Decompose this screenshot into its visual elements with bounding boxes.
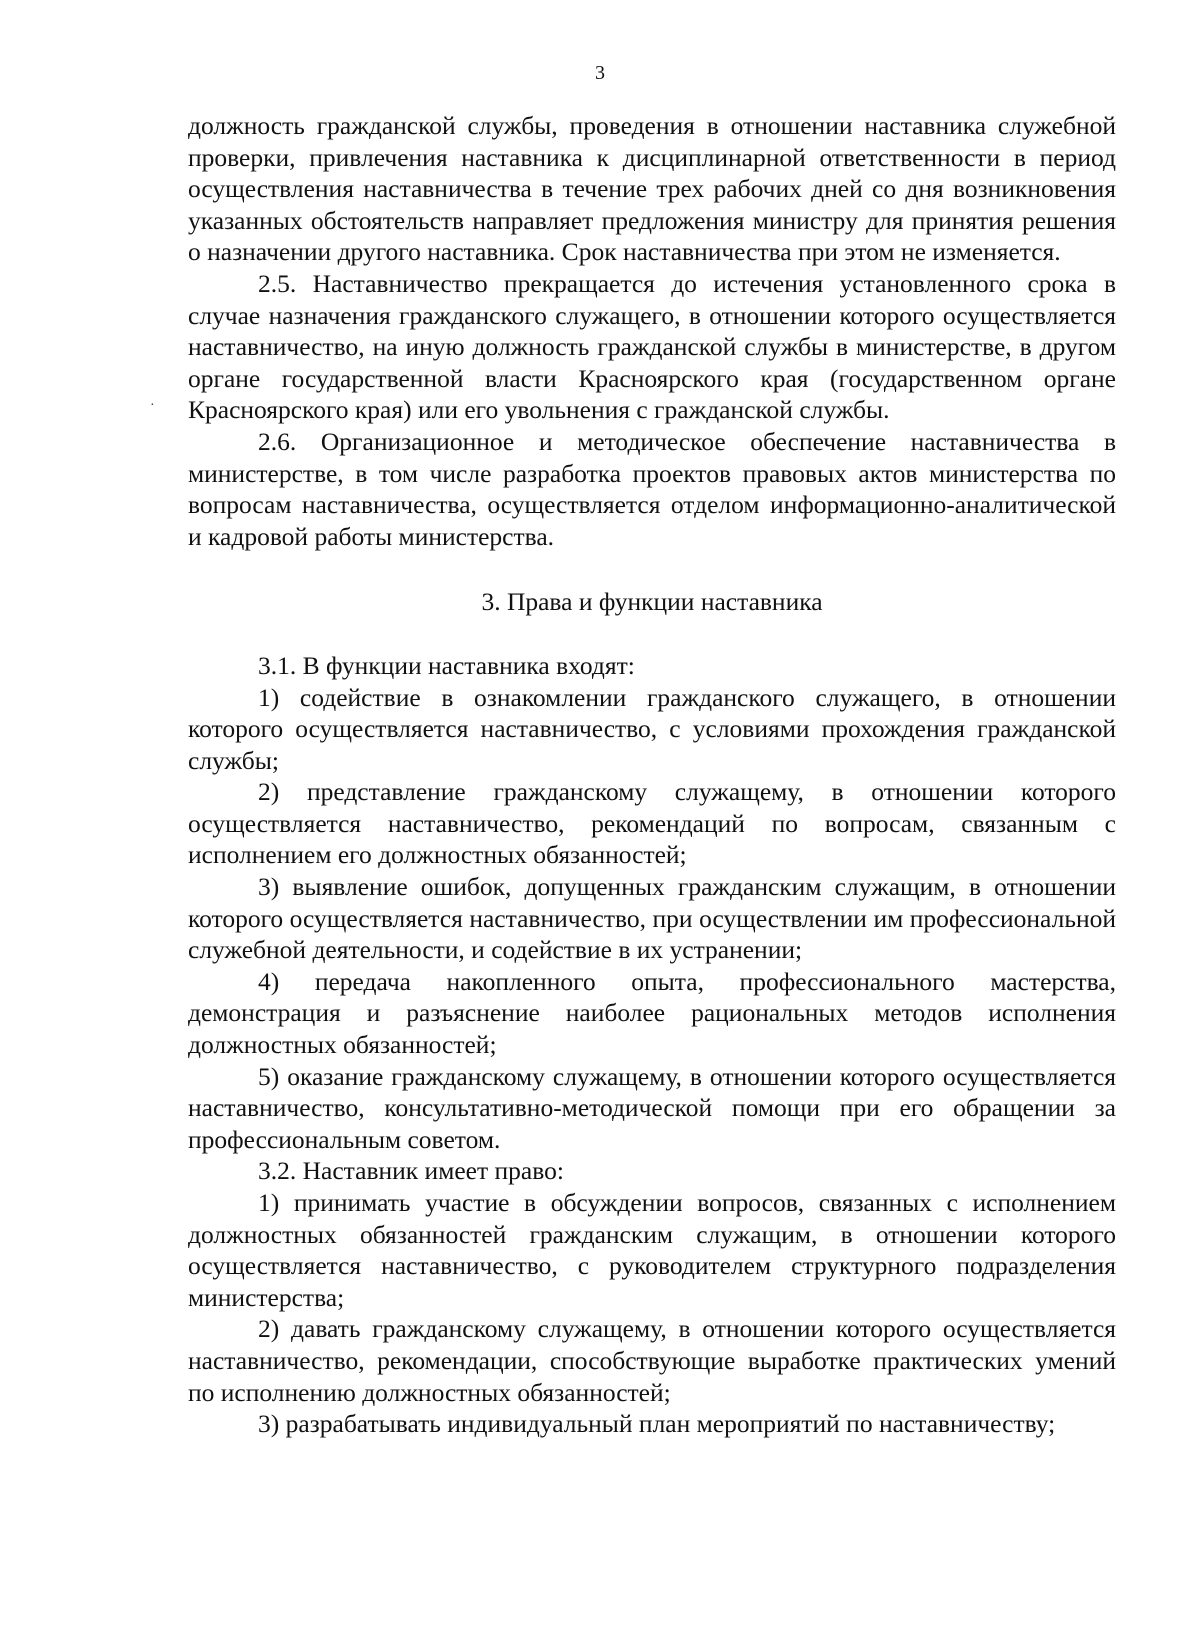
paragraph-2-5: 2.5. Наставничество прекращается до истечения установленного срока в случае назначения гражданского служащего, в отношении которого осуществляется наставничество, на иную должность гражданской службы в министерстве, в другом органе государственной власти Красноярского края (государственном органе Красноярского края) или его увольнения с гражданской службы. bbox=[188, 268, 1116, 425]
paragraph-continuation: должность гражданской службы, проведения в отношении наставника служебной проверки, привлечения наставника к дисциплинарной ответственности в период осуществления наставничества в течение трех рабочих дней со дня возникновения указанных обстоятельств направляет предложения министру для принятия решения о назначении другого наставника. Срок наставничества при этом не изменяется. bbox=[188, 111, 1116, 267]
list-item-3-1-5: 5) оказание гражданскому служащему, в отношении которого осуществляется наставничество, консультативно-методической помощи при его обращении за профессиональным советом. bbox=[188, 1061, 1116, 1154]
page-number: 3 bbox=[595, 62, 605, 84]
section-heading: 3. Права и функции наставника bbox=[481, 587, 823, 617]
paragraph-2-6: 2.6. Организационное и методическое обеспечение наставничества в министерстве, в том числе разработка проектов правовых актов министерства по вопросам наставничества, осуществляется отделом информационно-аналитической и кадровой работы министерства. bbox=[188, 426, 1116, 551]
paragraph-3-1: 3.1. В функции наставника входят: bbox=[258, 650, 635, 680]
list-item-3-1-4: 4) передача накопленного опыта, профессионального мастерства, демонстрация и разъяснение наиболее рациональных методов исполнения должностных обязанностей; bbox=[188, 966, 1116, 1060]
list-item-3-2-3: 3) разрабатывать индивидуальный план мероприятий по наставничеству; bbox=[258, 1409, 1056, 1439]
document-body bbox=[188, 110, 1116, 1440]
list-item-3-2-2: 2) давать гражданскому служащему, в отношении которого осуществляется наставничество, рекомендации, способствующие выработке практических умений по исполнению должностных обязанностей; bbox=[188, 1314, 1116, 1407]
paragraph-3-2: 3.2. Наставник имеет право: bbox=[258, 1156, 564, 1186]
list-item-3-2-1: 1) принимать участие в обсуждении вопросов, связанных с исполнением должностных обязанностей гражданским служащим, в отношении которого осуществляется наставничество, с руководителем структурного подразделения министерства; bbox=[188, 1188, 1116, 1312]
scan-mark: · bbox=[150, 398, 155, 413]
list-item-3-1-3: 3) выявление ошибок, допущенных гражданским служащим, в отношении которого осуществляется наставничество, при осуществлении им профессиональной служебной деятельности, и содействие в их устранении; bbox=[188, 872, 1116, 965]
list-item-3-1-1: 1) содействие в ознакомлении гражданского служащего, в отношении которого осуществляется наставничество, с условиями прохождения гражданской службы; bbox=[188, 682, 1116, 775]
list-item-3-1-2: 2) представление гражданскому служащему, в отношении которого осуществляется наставничество, рекомендаций по вопросам, связанным с исполнением его должностных обязанностей; bbox=[188, 777, 1116, 870]
